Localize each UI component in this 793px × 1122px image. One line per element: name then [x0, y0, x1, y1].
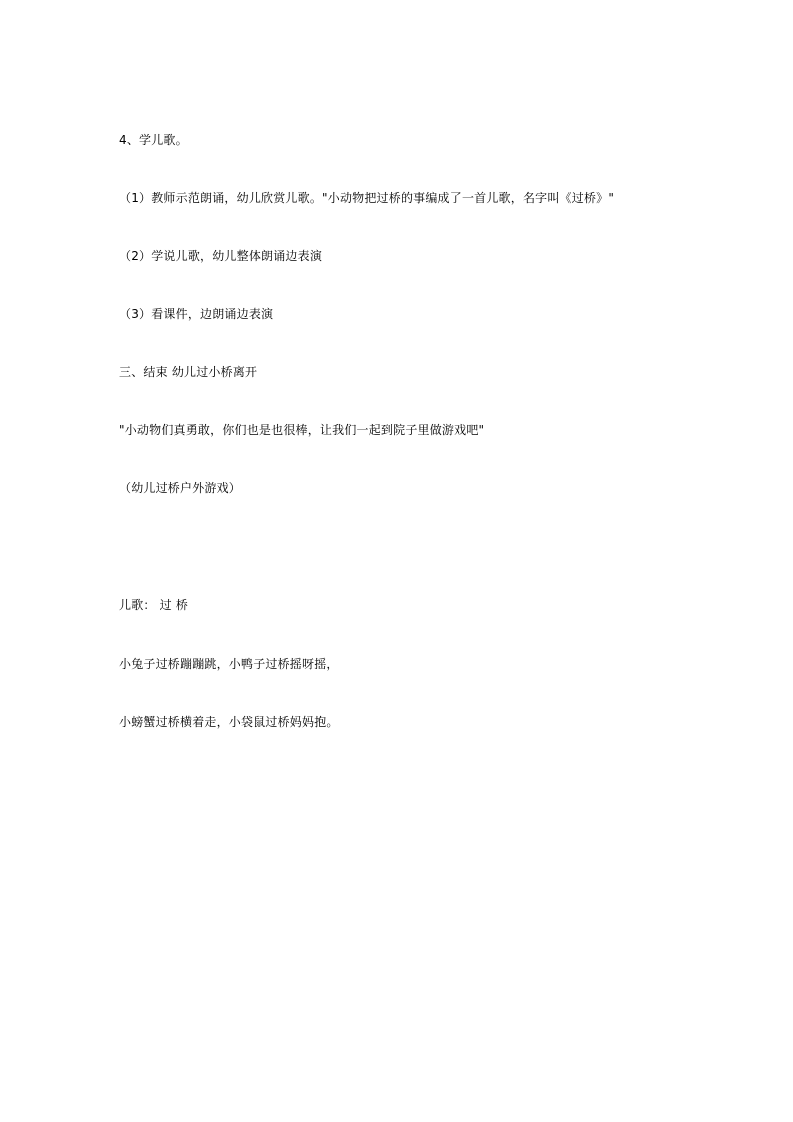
step-4-item-2: （2）学说儿歌，幼儿整体朗诵边表演: [119, 249, 323, 263]
step-4-item-1: （1）教师示范朗诵，幼儿欣赏儿歌。"小动物把过桥的事编成了一首儿歌，名字叫《过桥》": [119, 191, 615, 205]
song-title: 儿歌： 过 桥: [119, 598, 189, 612]
section-3-heading: 三、结束 幼儿过小桥离开: [119, 365, 258, 379]
song-line-1: 小兔子过桥蹦蹦跳，小鸭子过桥摇呀摇，: [119, 657, 339, 671]
closing-note: （幼儿过桥户外游戏）: [119, 481, 242, 495]
step-4-heading: 4、学儿歌。: [119, 133, 188, 147]
step-4-item-3: （3）看课件，边朗诵边表演: [119, 307, 274, 321]
closing-quote: "小动物们真勇敢，你们也是也很棒，让我们一起到院子里做游戏吧": [119, 423, 485, 437]
song-line-2: 小螃蟹过桥横着走，小袋鼠过桥妈妈抱。: [119, 715, 339, 729]
